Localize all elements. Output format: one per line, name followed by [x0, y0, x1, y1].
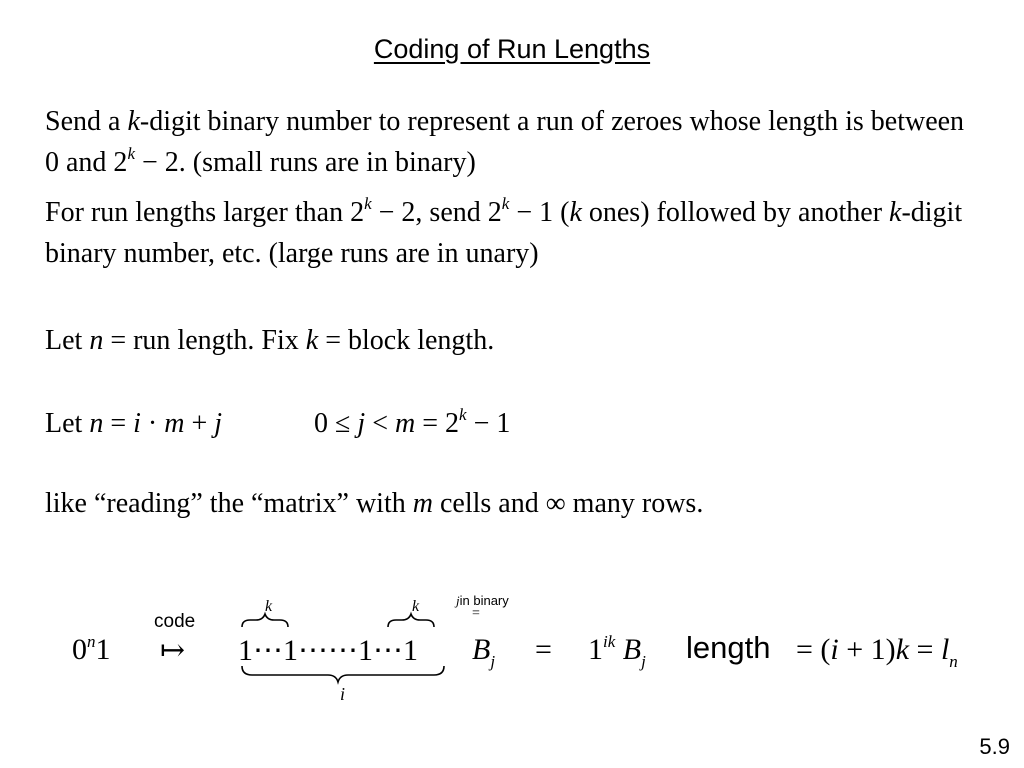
paragraph-large-runs: For run lengths larger than $2^k - 2$, send $2^k - 1$ (k ones) followed by another k-digit binary number, etc. (large runs are in unary) [45, 194, 963, 269]
top-brace-right [388, 614, 434, 627]
k-label-right: k [412, 598, 420, 615]
length-label: length [686, 630, 771, 665]
k-label-left: k [265, 598, 273, 615]
paragraph-small-runs: Send a k-digit binary number to represent a run of zeroes whose length is between 0 and $2^k - 2$. (small runs are in binary) [45, 106, 965, 178]
run-input: 0$^n$1 [72, 632, 111, 666]
unary-ones: 1⋯1⋯⋯1⋯1 [238, 634, 418, 667]
equals-sign: = [535, 633, 552, 666]
i-label: i [340, 684, 346, 704]
slide-title: Coding of Run Lengths [373, 34, 651, 64]
slide-number: 5.9 [979, 734, 1010, 759]
j-in-binary-label: jin binary [456, 593, 509, 608]
bottom-brace [242, 666, 444, 682]
mapsto-arrow: ↦ [160, 634, 186, 667]
definition-line-n-k: Let n = run length. Fix k = block length. [45, 325, 495, 356]
compact-form: $1^{ik}$ $B_j$ [588, 632, 646, 671]
j-in-binary-equals: = [472, 606, 480, 621]
length-expression: = $(i + 1)k = l_n$ [796, 633, 958, 671]
code-label: code [154, 611, 196, 632]
definition-line-decomposition: Let n = i · m + j $0 \le j < m = 2^k - 1$ [45, 405, 511, 439]
matrix-analogy-line: like “reading” the “matrix” with m cells and ∞ many rows. [45, 488, 704, 519]
binary-block: $B_j$ [472, 633, 496, 671]
